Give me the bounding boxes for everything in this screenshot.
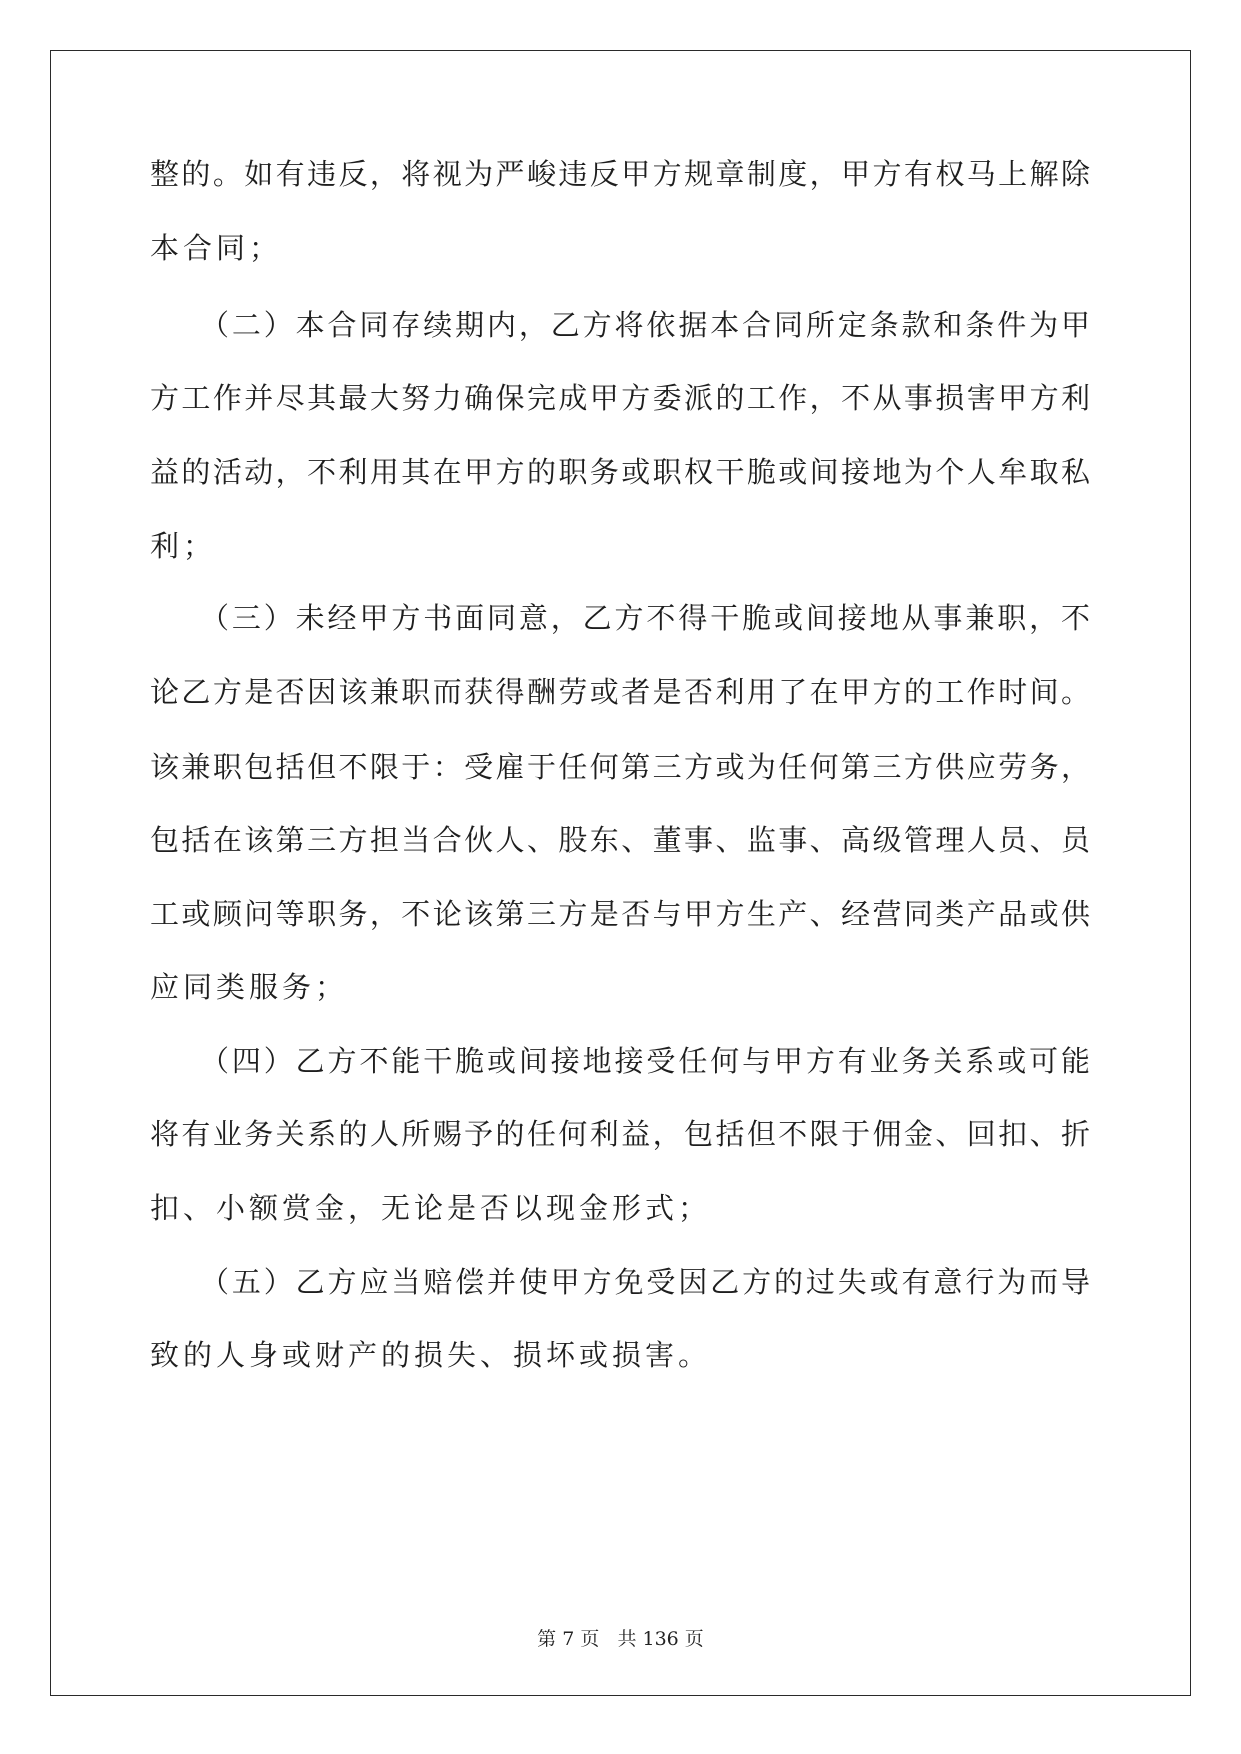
text-line: 包括在该第三方担当合伙人、股东、董事、监事、高级管理人员、员 xyxy=(150,823,1090,857)
text-line: 将有业务关系的人所赐予的任何利益，包括但不限于佣金、回扣、折 xyxy=(150,1117,1090,1151)
text-line: 致的人身或财产的损失、损坏或损害。 xyxy=(150,1338,712,1372)
text-line: （四）乙方不能干脆或间接地接受任何与甲方有业务关系或可能 xyxy=(200,1044,1090,1078)
text-line: 本合同； xyxy=(150,231,283,265)
text-line: 整的。如有违反，将视为严峻违反甲方规章制度，甲方有权马上解除 xyxy=(150,157,1090,191)
text-line: 方工作并尽其最大努力确保完成甲方委派的工作，不从事损害甲方利 xyxy=(150,381,1090,415)
text-line: （五）乙方应当赔偿并使甲方免受因乙方的过失或有意行为而导 xyxy=(200,1265,1090,1299)
text-line: 该兼职包括但不限于：受雇于任何第三方或为任何第三方供应劳务， xyxy=(150,750,1090,784)
text-line: （三）未经甲方书面同意，乙方不得干脆或间接地从事兼职，不 xyxy=(200,601,1090,635)
page-number: 第 7 页 共 136 页 xyxy=(537,1628,704,1650)
text-line: 利； xyxy=(150,529,217,563)
text-line: （二）本合同存续期内，乙方将依据本合同所定条款和条件为甲 xyxy=(200,308,1090,342)
page-border xyxy=(50,50,1191,1696)
page-footer xyxy=(0,1624,1241,1651)
text-line: 论乙方是否因该兼职而获得酬劳或者是否利用了在甲方的工作时间。 xyxy=(150,675,1090,709)
text-line: 工或顾问等职务，不论该第三方是否与甲方生产、经营同类产品或供 xyxy=(150,897,1090,931)
text-line: 扣、小额赏金，无论是否以现金形式； xyxy=(150,1191,712,1225)
text-line: 益的活动，不利用其在甲方的职务或职权干脆或间接地为个人牟取私 xyxy=(150,455,1090,489)
text-line: 应同类服务； xyxy=(150,970,349,1004)
